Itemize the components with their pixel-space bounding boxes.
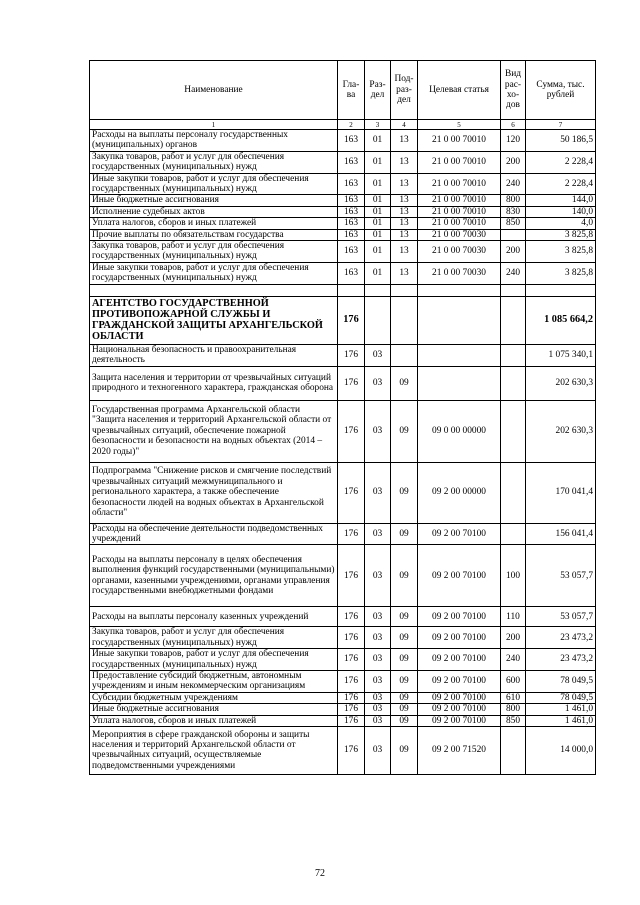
- cell-target: [418, 366, 501, 400]
- cell-name: Иные закупки товаров, работ и услуг для обеспечения государственных (муниципальных) нужд: [90, 649, 338, 671]
- cell-sum: 1 461,0: [526, 704, 596, 715]
- table-row: [90, 195, 596, 206]
- cell-section: 03: [365, 627, 391, 649]
- cell-subsection: 09: [391, 366, 418, 400]
- cell-subsection: [391, 284, 418, 296]
- cell-sum: 202 630,3: [526, 400, 596, 462]
- cell-sum: 3 825,8: [526, 241, 596, 263]
- cell-sum: 156 041,4: [526, 523, 596, 545]
- cell-subsection: 09: [391, 400, 418, 462]
- cell-sum: 78 049,5: [526, 670, 596, 692]
- cell-name: Расходы на выплаты персоналу в целях обеспечения выполнения функций государственными (муниципальными) органами, казенными учреждениями, органами управления государственными внебюджетными фондами: [90, 545, 338, 607]
- cell-exptype: 830: [501, 206, 526, 217]
- cell-sum: 23 473,2: [526, 627, 596, 649]
- cell-subsection: 13: [391, 218, 418, 229]
- cell-chapter: 163: [338, 195, 365, 206]
- cell-chapter: 163: [338, 218, 365, 229]
- cell-chapter: [338, 284, 365, 296]
- cell-name: Исполнение судебных актов: [90, 206, 338, 217]
- cell-exptype: 850: [501, 218, 526, 229]
- cell-exptype: [501, 400, 526, 462]
- header-subsection: Под-раз-дел: [391, 61, 418, 120]
- cell-exptype: [501, 366, 526, 400]
- cell-sum: 2 228,4: [526, 173, 596, 195]
- cell-name: Иные бюджетные ассигнования: [90, 704, 338, 715]
- table-row: [90, 130, 596, 152]
- cell-section: 01: [365, 218, 391, 229]
- cell-target: 21 0 00 70010: [418, 206, 501, 217]
- header-exptype: Вид рас-хо-дов: [501, 61, 526, 120]
- table-row: [90, 400, 596, 462]
- cell-name: Защита населения и территории от чрезвычайных ситуаций природного и техногенного характера, гражданская оборона: [90, 366, 338, 400]
- cell-subsection: 09: [391, 670, 418, 692]
- table-row: [90, 344, 596, 366]
- cell-exptype: 240: [501, 649, 526, 671]
- cell-sum: 50 186,5: [526, 130, 596, 152]
- header-sum: Сумма, тыс. рублей: [526, 61, 596, 120]
- table-row: [90, 649, 596, 671]
- cell-subsection: 09: [391, 692, 418, 703]
- column-number: 1: [90, 120, 338, 130]
- cell-name: Государственная программа Архангельской области "Защита населения и территорий Архангельской области от чрезвычайных ситуаций, обеспечение пожарной безопасности и безопасности на водных объектах (2014 – 2020 годы)": [90, 400, 338, 462]
- table-row: [90, 206, 596, 217]
- cell-name: Национальная безопасность и правоохранительная деятельность: [90, 344, 338, 366]
- agency-row: [90, 296, 596, 344]
- cell-name: Иные бюджетные ассигнования: [90, 195, 338, 206]
- cell-subsection: 09: [391, 545, 418, 607]
- table-row: [90, 545, 596, 607]
- cell-sum: 23 473,2: [526, 649, 596, 671]
- cell-subsection: 09: [391, 523, 418, 545]
- column-number: 4: [391, 120, 418, 130]
- cell-target: 09 2 00 71520: [418, 726, 501, 774]
- cell-target: 09 2 00 70100: [418, 607, 501, 627]
- table-row: [90, 241, 596, 263]
- page-number: 72: [315, 868, 325, 879]
- cell-chapter: 176: [338, 726, 365, 774]
- cell-name: Закупка товаров, работ и услуг для обеспечения государственных (муниципальных) нужд: [90, 151, 338, 173]
- cell-exptype: [501, 284, 526, 296]
- cell-subsection: 09: [391, 726, 418, 774]
- cell-target: 09 2 00 70100: [418, 704, 501, 715]
- cell-subsection: [391, 344, 418, 366]
- cell-chapter: 176: [338, 400, 365, 462]
- cell-subsection: 09: [391, 462, 418, 523]
- cell-exptype: 100: [501, 545, 526, 607]
- cell-exptype: [501, 229, 526, 240]
- cell-name: Иные закупки товаров, работ и услуг для обеспечения государственных (муниципальных) нужд: [90, 173, 338, 195]
- cell-exptype: 200: [501, 151, 526, 173]
- cell-sum: 3 825,8: [526, 262, 596, 284]
- cell-section: 03: [365, 523, 391, 545]
- cell-section: 03: [365, 670, 391, 692]
- cell-name: Мероприятия в сфере гражданской обороны и защиты населения и территорий Архангельской области от чрезвычайных ситуаций, осуществляемые подведомственными учреждениями: [90, 726, 338, 774]
- cell-exptype: 850: [501, 715, 526, 726]
- header-target: Целевая статья: [418, 61, 501, 120]
- cell-name: Прочие выплаты по обязательствам государства: [90, 229, 338, 240]
- cell-chapter: 176: [338, 627, 365, 649]
- cell-section: 03: [365, 692, 391, 703]
- cell-exptype: [501, 726, 526, 774]
- cell-name: Расходы на выплаты персоналу государственных (муниципальных) органов: [90, 130, 338, 152]
- cell-sum: 1 461,0: [526, 715, 596, 726]
- table-row: [90, 151, 596, 173]
- cell-subsection: [391, 296, 418, 344]
- cell-subsection: 13: [391, 241, 418, 263]
- cell-sum: 170 041,4: [526, 462, 596, 523]
- column-number: 3: [365, 120, 391, 130]
- table-row: [90, 704, 596, 715]
- cell-chapter: 176: [338, 704, 365, 715]
- cell-name: [90, 284, 338, 296]
- cell-section: 03: [365, 545, 391, 607]
- cell-exptype: 600: [501, 670, 526, 692]
- cell-exptype: 120: [501, 130, 526, 152]
- cell-sum: 144,0: [526, 195, 596, 206]
- cell-name: Уплата налогов, сборов и иных платежей: [90, 218, 338, 229]
- cell-chapter: 176: [338, 296, 365, 344]
- table-row: [90, 692, 596, 703]
- cell-target: 09 2 00 00000: [418, 462, 501, 523]
- cell-name: Иные закупки товаров, работ и услуг для обеспечения государственных (муниципальных) нужд: [90, 262, 338, 284]
- cell-name: Закупка товаров, работ и услуг для обеспечения государственных (муниципальных) нужд: [90, 241, 338, 263]
- cell-target: 21 0 00 70010: [418, 195, 501, 206]
- table-row: [90, 229, 596, 240]
- cell-sum: 1 075 340,1: [526, 344, 596, 366]
- cell-subsection: 13: [391, 229, 418, 240]
- cell-sum: 3 825,8: [526, 229, 596, 240]
- cell-exptype: 200: [501, 241, 526, 263]
- cell-target: 09 2 00 70100: [418, 692, 501, 703]
- cell-section: 03: [365, 649, 391, 671]
- cell-section: 03: [365, 726, 391, 774]
- cell-target: 21 0 00 70030: [418, 229, 501, 240]
- cell-exptype: 110: [501, 607, 526, 627]
- cell-section: 03: [365, 462, 391, 523]
- cell-target: 09 2 00 70100: [418, 545, 501, 607]
- cell-subsection: 09: [391, 704, 418, 715]
- cell-section: 01: [365, 173, 391, 195]
- cell-section: 03: [365, 715, 391, 726]
- cell-chapter: 163: [338, 241, 365, 263]
- cell-name: Предоставление субсидий бюджетным, автономным учреждениям и иным некоммерческим организациям: [90, 670, 338, 692]
- header-name: Наименование: [90, 61, 338, 120]
- table-row: [90, 366, 596, 400]
- cell-chapter: 176: [338, 649, 365, 671]
- cell-chapter: 176: [338, 545, 365, 607]
- table-row: [90, 726, 596, 774]
- table-row: [90, 715, 596, 726]
- cell-section: 03: [365, 344, 391, 366]
- cell-chapter: 176: [338, 715, 365, 726]
- cell-subsection: 13: [391, 262, 418, 284]
- cell-chapter: 176: [338, 344, 365, 366]
- cell-section: 03: [365, 400, 391, 462]
- table-row: [90, 607, 596, 627]
- cell-target: 09 2 00 70100: [418, 649, 501, 671]
- cell-target: [418, 296, 501, 344]
- cell-chapter: 163: [338, 206, 365, 217]
- cell-section: 01: [365, 130, 391, 152]
- cell-chapter: 163: [338, 151, 365, 173]
- cell-exptype: 240: [501, 262, 526, 284]
- cell-sum: 2 228,4: [526, 151, 596, 173]
- cell-section: 03: [365, 607, 391, 627]
- cell-sum: 14 000,0: [526, 726, 596, 774]
- cell-name: Закупка товаров, работ и услуг для обеспечения государственных (муниципальных) нужд: [90, 627, 338, 649]
- cell-chapter: 163: [338, 130, 365, 152]
- cell-target: 21 0 00 70030: [418, 241, 501, 263]
- cell-section: 01: [365, 241, 391, 263]
- cell-subsection: 13: [391, 173, 418, 195]
- header-section: Раз-дел: [365, 61, 391, 120]
- cell-subsection: 09: [391, 649, 418, 671]
- cell-exptype: [501, 296, 526, 344]
- column-number-row: [90, 120, 596, 130]
- cell-target: 09 2 00 70100: [418, 523, 501, 545]
- cell-chapter: 176: [338, 462, 365, 523]
- cell-sum: 1 085 664,2: [526, 296, 596, 344]
- cell-target: 21 0 00 70010: [418, 218, 501, 229]
- cell-section: 03: [365, 704, 391, 715]
- cell-exptype: 240: [501, 173, 526, 195]
- cell-name: Подпрограмма "Снижение рисков и смягчение последствий чрезвычайных ситуаций межмуниципального и регионального характера, а также обеспечение безопасности людей на водных объектах в Архангельской области": [90, 462, 338, 523]
- cell-name: Уплата налогов, сборов и иных платежей: [90, 715, 338, 726]
- cell-target: [418, 344, 501, 366]
- cell-subsection: 13: [391, 151, 418, 173]
- cell-sum: 53 057,7: [526, 545, 596, 607]
- cell-sum: 140,0: [526, 206, 596, 217]
- cell-chapter: 163: [338, 262, 365, 284]
- header-row: [90, 61, 596, 120]
- table-row: [90, 218, 596, 229]
- cell-exptype: 800: [501, 195, 526, 206]
- cell-subsection: 13: [391, 195, 418, 206]
- cell-section: 01: [365, 229, 391, 240]
- table-row: [90, 627, 596, 649]
- table-row: [90, 462, 596, 523]
- cell-exptype: 800: [501, 704, 526, 715]
- column-number: 2: [338, 120, 365, 130]
- spacer-row: [90, 284, 596, 296]
- cell-subsection: 13: [391, 206, 418, 217]
- cell-section: [365, 284, 391, 296]
- cell-target: 21 0 00 70010: [418, 151, 501, 173]
- cell-name: АГЕНТСТВО ГОСУДАРСТВЕННОЙ ПРОТИВОПОЖАРНОЙ СЛУЖБЫ И ГРАЖДАНСКОЙ ЗАЩИТЫ АРХАНГЕЛЬСКОЙ ОБЛАСТИ: [90, 296, 338, 344]
- cell-sum: 53 057,7: [526, 607, 596, 627]
- budget-table: [89, 60, 596, 775]
- cell-section: 03: [365, 366, 391, 400]
- cell-section: 01: [365, 195, 391, 206]
- table-row: [90, 670, 596, 692]
- cell-target: 21 0 00 70010: [418, 130, 501, 152]
- cell-exptype: 610: [501, 692, 526, 703]
- column-number: 7: [526, 120, 596, 130]
- cell-name: Расходы на выплаты персоналу казенных учреждений: [90, 607, 338, 627]
- cell-subsection: 09: [391, 607, 418, 627]
- cell-subsection: 13: [391, 130, 418, 152]
- cell-chapter: 176: [338, 692, 365, 703]
- cell-name: Субсидии бюджетным учреждениям: [90, 692, 338, 703]
- header-chapter: Гла-ва: [338, 61, 365, 120]
- cell-chapter: 163: [338, 229, 365, 240]
- cell-exptype: 200: [501, 627, 526, 649]
- cell-section: 01: [365, 206, 391, 217]
- cell-exptype: [501, 523, 526, 545]
- cell-sum: 78 049,5: [526, 692, 596, 703]
- table-row: [90, 523, 596, 545]
- cell-subsection: 09: [391, 715, 418, 726]
- cell-target: 09 2 00 70100: [418, 715, 501, 726]
- cell-chapter: 176: [338, 607, 365, 627]
- cell-target: 21 0 00 70030: [418, 262, 501, 284]
- column-number: 5: [418, 120, 501, 130]
- cell-exptype: [501, 344, 526, 366]
- cell-chapter: 176: [338, 366, 365, 400]
- column-number: 6: [501, 120, 526, 130]
- cell-sum: 202 630,3: [526, 366, 596, 400]
- cell-chapter: 163: [338, 173, 365, 195]
- cell-section: 01: [365, 262, 391, 284]
- cell-sum: 4,0: [526, 218, 596, 229]
- table-row: [90, 262, 596, 284]
- cell-section: 01: [365, 151, 391, 173]
- cell-section: [365, 296, 391, 344]
- cell-chapter: 176: [338, 523, 365, 545]
- cell-target: 09 2 00 70100: [418, 627, 501, 649]
- cell-target: 21 0 00 70010: [418, 173, 501, 195]
- cell-exptype: [501, 462, 526, 523]
- cell-target: 09 0 00 00000: [418, 400, 501, 462]
- cell-name: Расходы на обеспечение деятельности подведомственных учреждений: [90, 523, 338, 545]
- cell-target: [418, 284, 501, 296]
- cell-subsection: 09: [391, 627, 418, 649]
- cell-sum: [526, 284, 596, 296]
- cell-chapter: 176: [338, 670, 365, 692]
- cell-target: 09 2 00 70100: [418, 670, 501, 692]
- table-row: [90, 173, 596, 195]
